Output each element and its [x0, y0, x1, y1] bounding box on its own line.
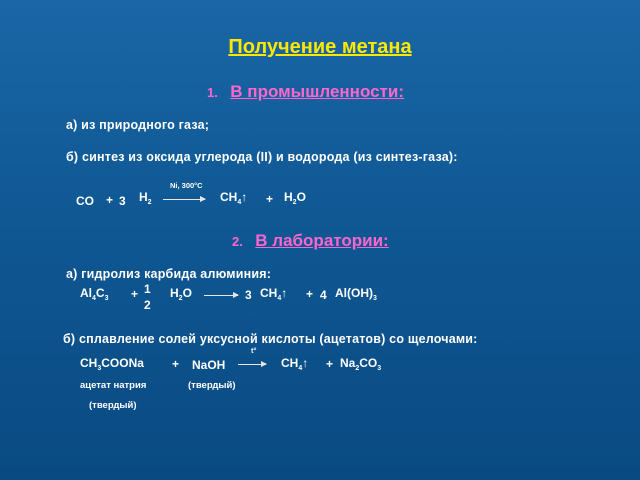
eq2-water: $H_2O$ [170, 286, 192, 302]
eq2-coefficient-top: 1 [144, 282, 151, 296]
lab-item-a: а) гидролиз карбида алюминия: [66, 267, 272, 281]
section-industry-number: 1. [207, 85, 218, 100]
eq3-note-solid-acetate: (твердый) [89, 400, 137, 411]
eq3-arrow [238, 364, 266, 365]
slide-title: Получение метана [228, 36, 412, 58]
eq3-plus-2: + [326, 357, 334, 371]
section-industry-label: В промышленности: [230, 82, 404, 101]
eq3-condition: t° [251, 346, 257, 355]
eq2-coefficient-3: 3 [245, 288, 252, 302]
lab-item-b: б) сплавление солей уксусной кислоты (ацетатов) со щелочами: [63, 332, 478, 346]
eq2-plus-2: + [306, 287, 314, 301]
section-lab-number: 2. [232, 234, 243, 249]
eq1-plus-1: + [106, 193, 114, 207]
eq2-arrow [204, 295, 238, 296]
industry-item-a: а) из природного газа; [66, 118, 210, 132]
eq3-sodium-hydroxide: NaOH [192, 358, 226, 372]
eq2-aluminium-carbide: $Al_4C_3$ [80, 286, 109, 302]
eq2-coefficient-bottom: 2 [144, 298, 151, 312]
eq1-condition: Ni, 300°C [170, 181, 203, 190]
eq3-sodium-carbonate: $Na_2CO_3$ [340, 356, 382, 372]
section-lab-heading [232, 231, 389, 251]
eq1-arrow [163, 199, 205, 200]
eq3-plus-1: + [172, 357, 180, 371]
industry-item-b: б) синтез из оксида углерода (II) и водорода (из синтез-газа): [66, 150, 458, 164]
eq2-methane: $CH_4↑$ [260, 286, 288, 302]
eq1-co: CO [76, 194, 94, 208]
eq1-hydrogen: $H_2$ [139, 190, 152, 206]
eq3-methane: $CH_4↑$ [281, 356, 309, 372]
eq1-plus-2: + [266, 192, 274, 206]
eq1-water: $H_2O$ [284, 190, 306, 206]
eq3-sodium-acetate: $CH_3COONa$ [80, 356, 144, 372]
eq2-plus-1: + [131, 287, 139, 301]
eq2-aluminium-hydroxide: $Al(OH)_3$ [335, 286, 377, 302]
eq2-coefficient-4: 4 [320, 288, 327, 302]
eq1-coefficient: 3 [119, 194, 126, 208]
eq3-note-solid-naoh: (твердый) [188, 380, 236, 391]
eq3-note-sodium-acetate: ацетат натрия [80, 380, 147, 391]
section-lab-label: В лаборатории: [255, 231, 389, 250]
eq1-methane: $CH_4↑$ [220, 190, 248, 206]
section-industry-heading [207, 82, 404, 102]
